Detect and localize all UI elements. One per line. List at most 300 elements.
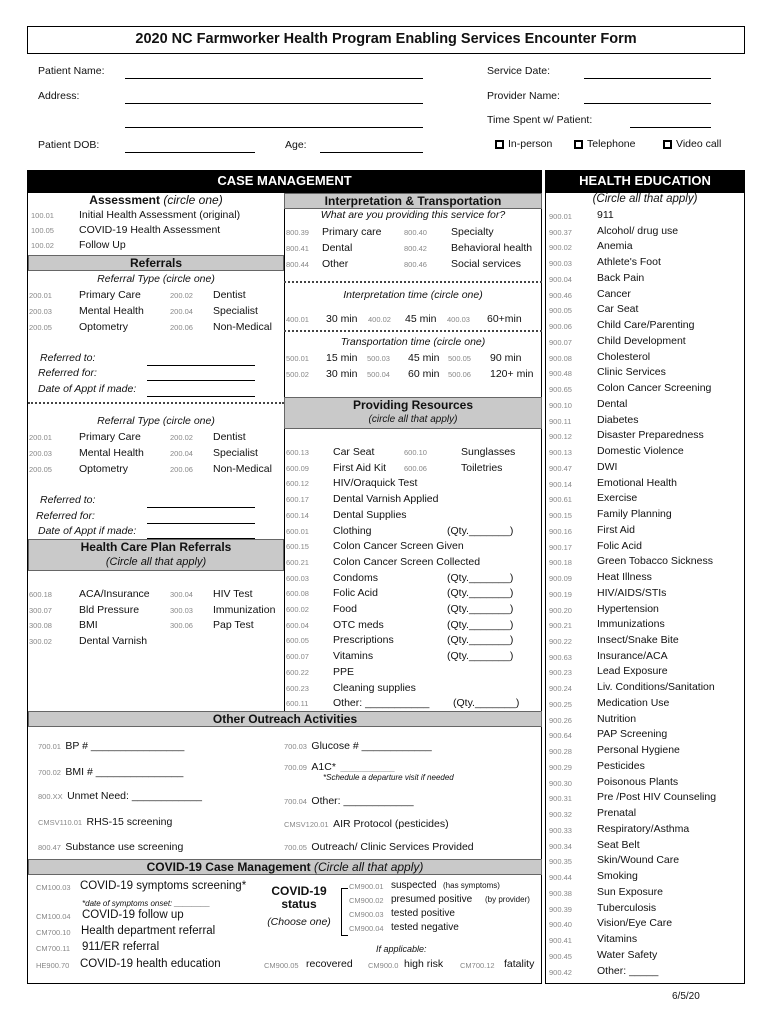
assessment-label: Assessment [89, 193, 160, 207]
hcp-note: (Circle all that apply) [105, 556, 207, 568]
health-ed-label: Insect/Snake Bite [597, 633, 679, 646]
covid-label: COVID-19 follow up [82, 909, 184, 921]
health-ed-label: Vision/Eye Care [597, 917, 673, 930]
referrals-header: Referrals [28, 255, 284, 271]
resource-code: 600.22 [286, 667, 309, 677]
resource-label: Colon Cancer Screen Given [333, 540, 464, 553]
health-ed-item[interactable] [546, 303, 744, 317]
interp-label: Social services [451, 258, 522, 270]
transport-code: 500.06 [448, 370, 471, 379]
bp-label: BP # ________________ [65, 740, 185, 752]
unmet-row[interactable] [38, 786, 202, 804]
air-label: AIR Protocol (pesticides) [333, 818, 449, 830]
health-ed-code: 900.33 [549, 825, 572, 835]
covid-status-label: tested positive [391, 908, 455, 919]
interp-label: Dental [322, 242, 353, 254]
resource-qty: (Qty._______) [447, 603, 514, 615]
he-note: (Circle all that apply) [592, 193, 698, 205]
referral-separator [28, 402, 284, 404]
health-ed-code: 900.17 [549, 542, 572, 552]
health-ed-code: 900.47 [549, 463, 572, 473]
resource-label: Prescriptions [333, 634, 394, 647]
resource-label: OTC meds [333, 618, 384, 631]
health-ed-code: 900.11 [549, 416, 572, 426]
health-ed-code: 900.46 [549, 290, 572, 300]
hcp-code: 300.06 [170, 621, 193, 630]
other-outreach-code: 700.04 [284, 797, 307, 806]
health-ed-label: Seat Belt [597, 838, 640, 851]
health-ed-item[interactable] [546, 540, 744, 554]
resource-code: 600.12 [286, 479, 309, 489]
assessment-item[interactable] [28, 239, 284, 253]
health-ed-code: 900.06 [549, 322, 572, 332]
transport-code: 500.05 [448, 354, 471, 363]
resource-item[interactable] [286, 509, 540, 523]
referred-to-field-1[interactable] [147, 365, 255, 366]
health-ed-code: 900.64 [549, 731, 572, 741]
patient-dob-label: Patient DOB: [38, 139, 100, 151]
covid-status-note: (by provider) [485, 895, 530, 904]
resource-qty: (Qty._______) [447, 650, 514, 663]
health-ed-item[interactable] [546, 524, 744, 538]
health-ed-label: Anemia [597, 240, 633, 253]
health-ed-code: 900.23 [549, 668, 572, 678]
health-ed-code: 900.38 [549, 888, 572, 898]
interp-header: Interpretation & Transportation [284, 193, 542, 209]
health-ed-code: 900.10 [549, 400, 572, 410]
resource-code: 600.05 [286, 636, 309, 646]
health-ed-label: Emotional Health [597, 476, 677, 489]
transport-label: 60 min [408, 368, 440, 380]
health-ed-label: Liv. Conditions/Sanitation [597, 681, 715, 694]
referral-type-1: Referral Type (circle one) [97, 273, 215, 285]
health-ed-code: 900.25 [549, 699, 572, 709]
in-person-checkbox[interactable] [495, 140, 504, 149]
health-ed-label: Hypertension [597, 602, 659, 615]
covid-label: Health department referral [81, 925, 216, 937]
resource-code: 600.17 [286, 495, 309, 505]
health-ed-code: 900.02 [549, 243, 572, 253]
referral-label: Dentist [213, 431, 246, 443]
covid-status-note: (Choose one) [267, 916, 331, 928]
referral-label: Optometry [79, 463, 129, 475]
health-ed-label: Diabetes [597, 413, 639, 426]
resource-code: 600.10 [404, 448, 427, 457]
health-ed-code: 900.22 [549, 636, 572, 646]
covid-status-title: COVID-19 status [271, 884, 327, 911]
time-spent-label: Time Spent w/ Patient: [487, 114, 593, 126]
transport-label: 120+ min [490, 368, 534, 380]
air-row[interactable] [284, 814, 449, 832]
interp-divider [284, 192, 285, 711]
covid-heading [28, 860, 542, 874]
service-date-field[interactable] [584, 78, 711, 79]
health-ed-code: 900.24 [549, 684, 572, 694]
health-ed-label: Insurance/ACA [597, 649, 668, 662]
glucose-row[interactable] [284, 736, 432, 754]
onset-note: *date of symptoms onset: ________ [82, 899, 211, 908]
address-field-2[interactable] [125, 127, 423, 128]
resource-label: Food [333, 603, 357, 615]
resource-code: 600.21 [286, 557, 309, 567]
health-ed-code: 900.04 [549, 274, 572, 284]
interp-label: Other [322, 258, 349, 270]
video-call-label: Video call [676, 138, 722, 150]
health-ed-label: Vitamins [597, 933, 638, 946]
health-ed-code: 900.28 [549, 747, 572, 757]
rhs-code: CMSV110.01 [38, 818, 83, 827]
interp-label: Primary care [322, 226, 382, 238]
health-ed-code: 900.21 [549, 621, 572, 631]
resource-code: 600.08 [286, 589, 309, 599]
health-ed-label: Prenatal [597, 807, 637, 820]
referral-code: 200.05 [29, 465, 52, 474]
referred-to-field-2[interactable] [147, 507, 255, 508]
unmet-label: Unmet Need: ____________ [67, 790, 202, 802]
interp-code: 800.41 [286, 244, 309, 253]
health-ed-label: Immunizations [597, 618, 665, 631]
health-ed-code: 900.14 [549, 479, 572, 489]
rhs-row[interactable] [38, 812, 172, 830]
health-ed-code: 900.61 [549, 495, 572, 505]
hcp-code: 300.07 [29, 605, 52, 615]
health-ed-label: Green Tobacco Sickness [597, 555, 713, 568]
date-appt-1: Date of Appt if made: [38, 383, 137, 395]
referral-code: 200.06 [170, 323, 193, 332]
covid-status-label: presumed positive [391, 894, 473, 905]
health-ed-code: 900.30 [549, 778, 572, 788]
health-ed-label: Family Planning [597, 508, 672, 521]
bp-row[interactable] [38, 736, 184, 754]
health-ed-code: 900.34 [549, 841, 572, 851]
referred-for-field-1[interactable] [147, 380, 255, 381]
health-ed-code: 900.19 [549, 589, 572, 599]
health-ed-item[interactable] [546, 807, 744, 821]
health-ed-code: 900.12 [549, 432, 572, 442]
health-ed-code: 900.09 [549, 574, 572, 584]
bmi-code: 700.02 [38, 768, 61, 777]
referral-code: 200.04 [170, 307, 193, 316]
resource-label: Vitamins [333, 650, 374, 663]
health-ed-item[interactable] [546, 209, 744, 223]
interp-time-code: 400.02 [368, 315, 391, 324]
health-ed-label: Nutrition [597, 712, 637, 725]
bmi-row[interactable] [38, 762, 183, 780]
assessment-code: 100.02 [31, 241, 54, 250]
referral-code: 200.03 [29, 449, 52, 458]
resource-label: Dental Supplies [333, 508, 407, 521]
health-ed-code: 900.05 [549, 306, 572, 316]
interp-code: 800.40 [404, 228, 427, 237]
a1c-label: A1C* [311, 761, 336, 773]
health-ed-item[interactable] [546, 760, 744, 774]
outreach-clinic-code: 700.05 [284, 843, 307, 852]
transport-label: 15 min [326, 352, 358, 364]
health-ed-code: 900.01 [549, 212, 572, 221]
referral-code: 200.02 [170, 433, 193, 442]
health-ed-code: 900.16 [549, 526, 572, 536]
covid-code: CM100.03 [36, 883, 71, 892]
glucose-label: Glucose # ____________ [311, 740, 432, 752]
health-ed-code: 900.63 [549, 652, 572, 662]
bp-code: 700.01 [38, 742, 61, 751]
transport-time-label: Transportation time (circle one) [340, 336, 486, 348]
referral-code: 200.04 [170, 449, 193, 458]
video-call-checkbox[interactable] [663, 140, 672, 149]
referral-label: Non-Medical [213, 321, 272, 333]
resource-label: Car Seat [333, 446, 375, 458]
schedule-note: *Schedule a departure visit if needed [323, 773, 454, 782]
assessment-heading [28, 193, 284, 207]
resource-qty: (Qty._______) [447, 571, 514, 584]
resource-code: 600.07 [286, 652, 309, 662]
health-ed-code: 900.26 [549, 715, 572, 725]
patient-dob-field[interactable] [125, 152, 255, 153]
transport-code: 500.03 [367, 354, 390, 363]
health-ed-item[interactable] [546, 398, 744, 412]
interp-time-label: 30 min [326, 313, 358, 325]
interp-code: 800.39 [286, 228, 309, 237]
interp-code: 800.42 [404, 244, 427, 253]
interp-time-code: 400.01 [286, 315, 309, 324]
hcp-label: HIV Test [213, 588, 253, 600]
health-ed-label: 911 [597, 209, 614, 221]
covid-title: COVID-19 Case Management [146, 860, 311, 874]
referral-label: Primary Care [79, 289, 141, 301]
resource-code: 600.15 [286, 542, 309, 552]
interp-time-label: Interpretation time (circle one) [343, 289, 483, 301]
resource-code: 600.04 [286, 620, 309, 630]
health-ed-item[interactable] [546, 933, 744, 947]
health-ed-label: Other: _____ [597, 964, 659, 977]
health-ed-label: HIV/AIDS/STIs [597, 586, 667, 599]
health-ed-code: 900.29 [549, 762, 572, 772]
health-ed-item[interactable] [546, 461, 744, 475]
referral-label: Non-Medical [213, 463, 272, 475]
resource-code: 600.11 [286, 699, 309, 709]
hcp-label: Dental Varnish [79, 634, 148, 647]
substance-row[interactable] [38, 837, 183, 855]
age-field[interactable] [320, 152, 423, 153]
health-ed-label: Alcohol/ drug use [597, 224, 679, 237]
resource-item[interactable] [286, 666, 540, 680]
referral-code: 200.05 [29, 323, 52, 332]
other-outreach-label: Other: ____________ [311, 795, 414, 807]
address-field-1[interactable] [125, 103, 423, 104]
resource-label: Dental Varnish Applied [333, 493, 439, 506]
health-ed-item[interactable] [546, 240, 744, 254]
resource-code: 600.23 [286, 683, 309, 693]
resource-qty: (Qty._______) [447, 634, 514, 647]
health-ed-label: Dental [597, 397, 628, 410]
interp-separator [284, 281, 542, 283]
hcp-label: Pap Test [213, 619, 254, 631]
resource-code: 600.01 [286, 526, 309, 536]
health-ed-item[interactable] [546, 492, 744, 506]
resource-label: Toiletries [461, 461, 503, 474]
referral-code: 200.06 [170, 465, 193, 474]
covid-label: COVID-19 symptoms screening* [80, 880, 247, 892]
referral-label: Dentist [213, 289, 246, 301]
unmet-code: 800.XX [38, 792, 63, 801]
health-ed-code: 900.08 [549, 353, 572, 363]
glucose-code: 700.03 [284, 742, 307, 751]
health-education-header: HEALTH EDUCATION [545, 170, 745, 192]
health-ed-label: Clinic Services [597, 366, 666, 379]
referral-label: Optometry [79, 321, 129, 333]
hcp-label: BMI [79, 619, 98, 631]
in-person-label: In-person [508, 138, 553, 150]
health-ed-code: 900.39 [549, 904, 572, 914]
resource-qty: (Qty._______) [453, 697, 520, 710]
covid-bottom-code: CM900.05 [264, 961, 299, 970]
health-ed-label: Disaster Preparedness [597, 429, 704, 442]
outreach-header: Other Outreach Activities [28, 711, 542, 727]
hcp-title: Health Care Plan Referrals [80, 540, 232, 554]
referral-code: 200.01 [29, 291, 52, 300]
interp-code: 800.46 [404, 260, 427, 269]
health-ed-code: 900.44 [549, 873, 572, 883]
resource-label: Clothing [333, 524, 372, 537]
referral-label: Primary Care [79, 431, 141, 443]
resource-code: 600.13 [286, 448, 309, 457]
health-ed-item[interactable] [546, 839, 744, 853]
provider-name-field[interactable] [584, 103, 711, 104]
covid-code: CM100.04 [36, 912, 71, 921]
hcp-code: 600.18 [29, 590, 52, 599]
interp-label: Behavioral health [451, 242, 533, 254]
resource-qty: (Qty._______) [447, 618, 514, 631]
resource-label: PPE [333, 665, 355, 678]
health-ed-item[interactable] [546, 272, 744, 286]
transport-label: 90 min [490, 352, 522, 364]
referral-label: Mental Health [79, 305, 144, 317]
covid-status-code: CM900.03 [349, 910, 384, 919]
health-ed-code: 900.65 [549, 385, 572, 395]
interp-time-code: 400.03 [447, 315, 470, 324]
health-ed-label: DWI [597, 460, 618, 473]
assessment-label: Initial Health Assessment (original) [79, 209, 241, 221]
resource-code: 600.02 [286, 605, 309, 614]
health-ed-label: Athlete's Foot [597, 256, 661, 269]
interp-label: Specialty [451, 226, 494, 238]
time-spent-field[interactable] [630, 127, 711, 128]
health-ed-label: Car Seat [597, 303, 639, 316]
health-ed-item[interactable] [546, 288, 744, 302]
health-ed-code: 900.41 [549, 936, 572, 946]
health-ed-label: Lead Exposure [597, 665, 668, 678]
resource-label: Cleaning supplies [333, 681, 416, 694]
health-ed-code: 900.37 [549, 227, 572, 237]
resources-note: (circle all that apply) [368, 414, 458, 425]
referred-to-2: Referred to: [40, 494, 96, 506]
health-ed-code: 900.35 [549, 857, 572, 867]
resource-label: Condoms [333, 571, 378, 584]
health-ed-code: 900.13 [549, 448, 572, 458]
covid-bottom-label: high risk [404, 958, 444, 970]
interp-time-label: 60+min [487, 313, 522, 325]
hcp-code: 300.02 [29, 636, 52, 646]
case-management-header: CASE MANAGEMENT [27, 170, 542, 192]
health-ed-item[interactable] [546, 414, 744, 428]
a1c-blank: _____________ [340, 763, 395, 772]
a1c-code: 700.09 [284, 763, 307, 772]
date-appt-field-1[interactable] [147, 396, 255, 397]
health-ed-item[interactable] [546, 713, 744, 727]
provider-name-label: Provider Name: [487, 90, 560, 102]
covid-code: CM700.10 [36, 928, 71, 937]
interp-question: What are you providing this service for? [320, 209, 506, 221]
other-outreach-row[interactable] [284, 791, 414, 809]
resource-label: HIV/Oraquick Test [333, 477, 418, 490]
transport-code: 500.02 [286, 370, 309, 379]
covid-status-label: suspected [391, 880, 437, 891]
transport-code: 500.04 [367, 370, 390, 379]
health-ed-label: Smoking [597, 870, 638, 883]
transport-label: 45 min [408, 352, 440, 364]
resource-code: 600.06 [404, 463, 427, 473]
referral-label: Mental Health [79, 447, 144, 459]
resource-label: First Aid Kit [333, 461, 387, 474]
footer-date: 6/5/20 [672, 991, 700, 1002]
health-ed-label: Medication Use [597, 696, 670, 709]
telephone-checkbox[interactable] [574, 140, 583, 149]
resource-code: 600.09 [286, 463, 309, 473]
interp-time-label: 45 min [405, 313, 437, 325]
air-code: CMSV120.01 [284, 820, 329, 829]
health-ed-label: Water Safety [597, 948, 658, 961]
referral-label: Specialist [213, 447, 258, 459]
resource-code: 600.14 [286, 510, 309, 520]
covid-status-label: tested negative [391, 922, 459, 933]
health-ed-label: PAP Screening [597, 728, 668, 741]
health-ed-code: 900.31 [549, 794, 572, 804]
health-ed-label: Back Pain [597, 271, 645, 284]
outreach-clinic-row[interactable] [284, 837, 474, 855]
covid-label: 911/ER referral [82, 941, 160, 953]
assessment-code: 100.01 [31, 211, 54, 220]
health-ed-code: 900.40 [549, 920, 572, 930]
resources-title: Providing Resources [352, 398, 474, 412]
transport-separator-top [284, 330, 542, 332]
assessment-label: COVID-19 Health Assessment [79, 224, 221, 236]
health-ed-item[interactable] [546, 870, 744, 884]
health-ed-label: Tuberculosis [597, 901, 657, 914]
resource-label: Sunglasses [461, 446, 516, 458]
transport-code: 500.01 [286, 354, 309, 363]
hcp-label: Immunization [213, 603, 276, 616]
resource-code: 600.03 [286, 573, 309, 583]
health-ed-label: Personal Hygiene [597, 744, 680, 757]
interp-code: 800.44 [286, 260, 309, 269]
referred-for-field-2[interactable] [147, 523, 255, 524]
patient-name-field[interactable] [125, 78, 423, 79]
resource-qty: (Qty._______) [447, 587, 514, 600]
covid-status-code: CM900.02 [349, 896, 384, 905]
resource-label: Colon Cancer Screen Collected [333, 555, 481, 568]
rhs-label: RHS-15 screening [86, 816, 173, 828]
covid-note: (Circle all that apply) [314, 860, 424, 874]
referral-code: 200.01 [29, 433, 52, 442]
covid-bottom-code: CM900.0 [368, 961, 399, 970]
health-ed-label: Domestic Violence [597, 445, 684, 458]
referred-to-1: Referred to: [40, 352, 96, 364]
health-ed-code: 900.48 [549, 369, 572, 379]
health-ed-label: Respiratory/Asthma [597, 822, 690, 835]
health-ed-label: Folic Acid [597, 539, 642, 552]
address-label: Address: [38, 90, 80, 102]
resource-qty: (Qty._______) [447, 524, 514, 537]
